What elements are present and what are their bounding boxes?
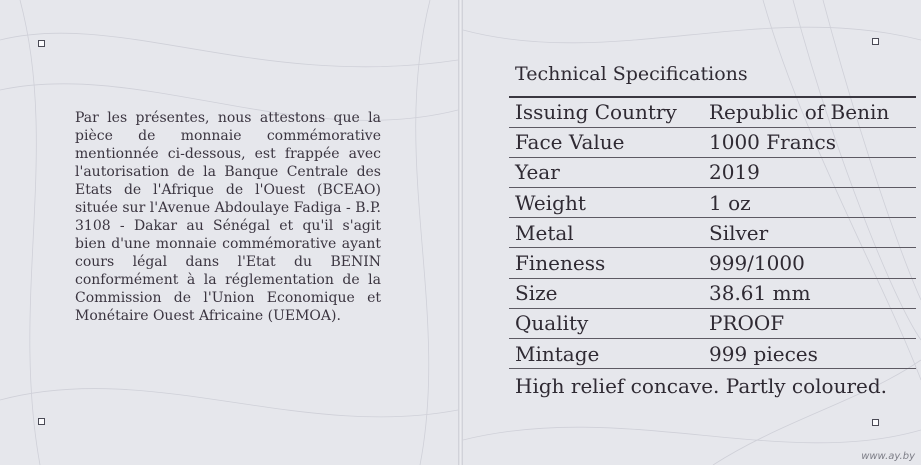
spec-row <box>509 218 916 248</box>
spec-label: Size <box>509 278 703 308</box>
spec-label: Issuing Country <box>509 97 703 127</box>
spec-value: Republic of Benin <box>703 97 916 127</box>
spec-title: Technical Specifications <box>515 63 748 85</box>
corner-mark <box>38 40 45 47</box>
watermark: www.ay.by <box>861 451 915 462</box>
spec-value: 1 oz <box>703 188 916 218</box>
spec-label: Fineness <box>509 248 703 278</box>
left-page <box>0 0 458 465</box>
spec-row <box>509 339 916 369</box>
spec-value: 999 pieces <box>703 339 916 369</box>
spec-value: 38.61 mm <box>703 278 916 308</box>
attestation-text: Par les présentes, nous attestons que la pièce de monnaie commémorative mentionnée ci-dessous, est frappée avec l'autorisation de la Banque Centrale des Etats de l'Afrique de l'Ouest (BCEAO) située sur l'Avenue Abdoulaye Fadiga - B.P. 3108 - Dakar au Sénégal et qu'il s'agit bien d'une monnaie commémorative ayant cours légal dans l'Etat du BENIN conformément à la réglementation de la Commission de l'Union Economique et Monétaire Ouest Africaine (UEMOA). <box>75 110 381 324</box>
corner-mark <box>872 419 879 426</box>
spec-row <box>509 97 916 127</box>
spec-label: Mintage <box>509 339 703 369</box>
spec-label: Year <box>509 157 703 187</box>
corner-mark <box>872 38 879 45</box>
spec-row <box>509 248 916 278</box>
spec-row <box>509 278 916 308</box>
spec-row <box>509 308 916 338</box>
spec-footer-note: High relief concave. Partly coloured. <box>515 374 888 398</box>
spec-value: Silver <box>703 218 916 248</box>
spec-label: Face Value <box>509 127 703 157</box>
spec-value: 1000 Francs <box>703 127 916 157</box>
spec-label: Metal <box>509 218 703 248</box>
spec-table <box>509 96 916 369</box>
spec-row <box>509 188 916 218</box>
spec-label: Quality <box>509 308 703 338</box>
spec-value: PROOF <box>703 308 916 338</box>
spec-value: 999/1000 <box>703 248 916 278</box>
spec-label: Weight <box>509 188 703 218</box>
spec-row <box>509 127 916 157</box>
spec-row <box>509 157 916 187</box>
corner-mark <box>38 418 45 425</box>
spec-value: 2019 <box>703 157 916 187</box>
